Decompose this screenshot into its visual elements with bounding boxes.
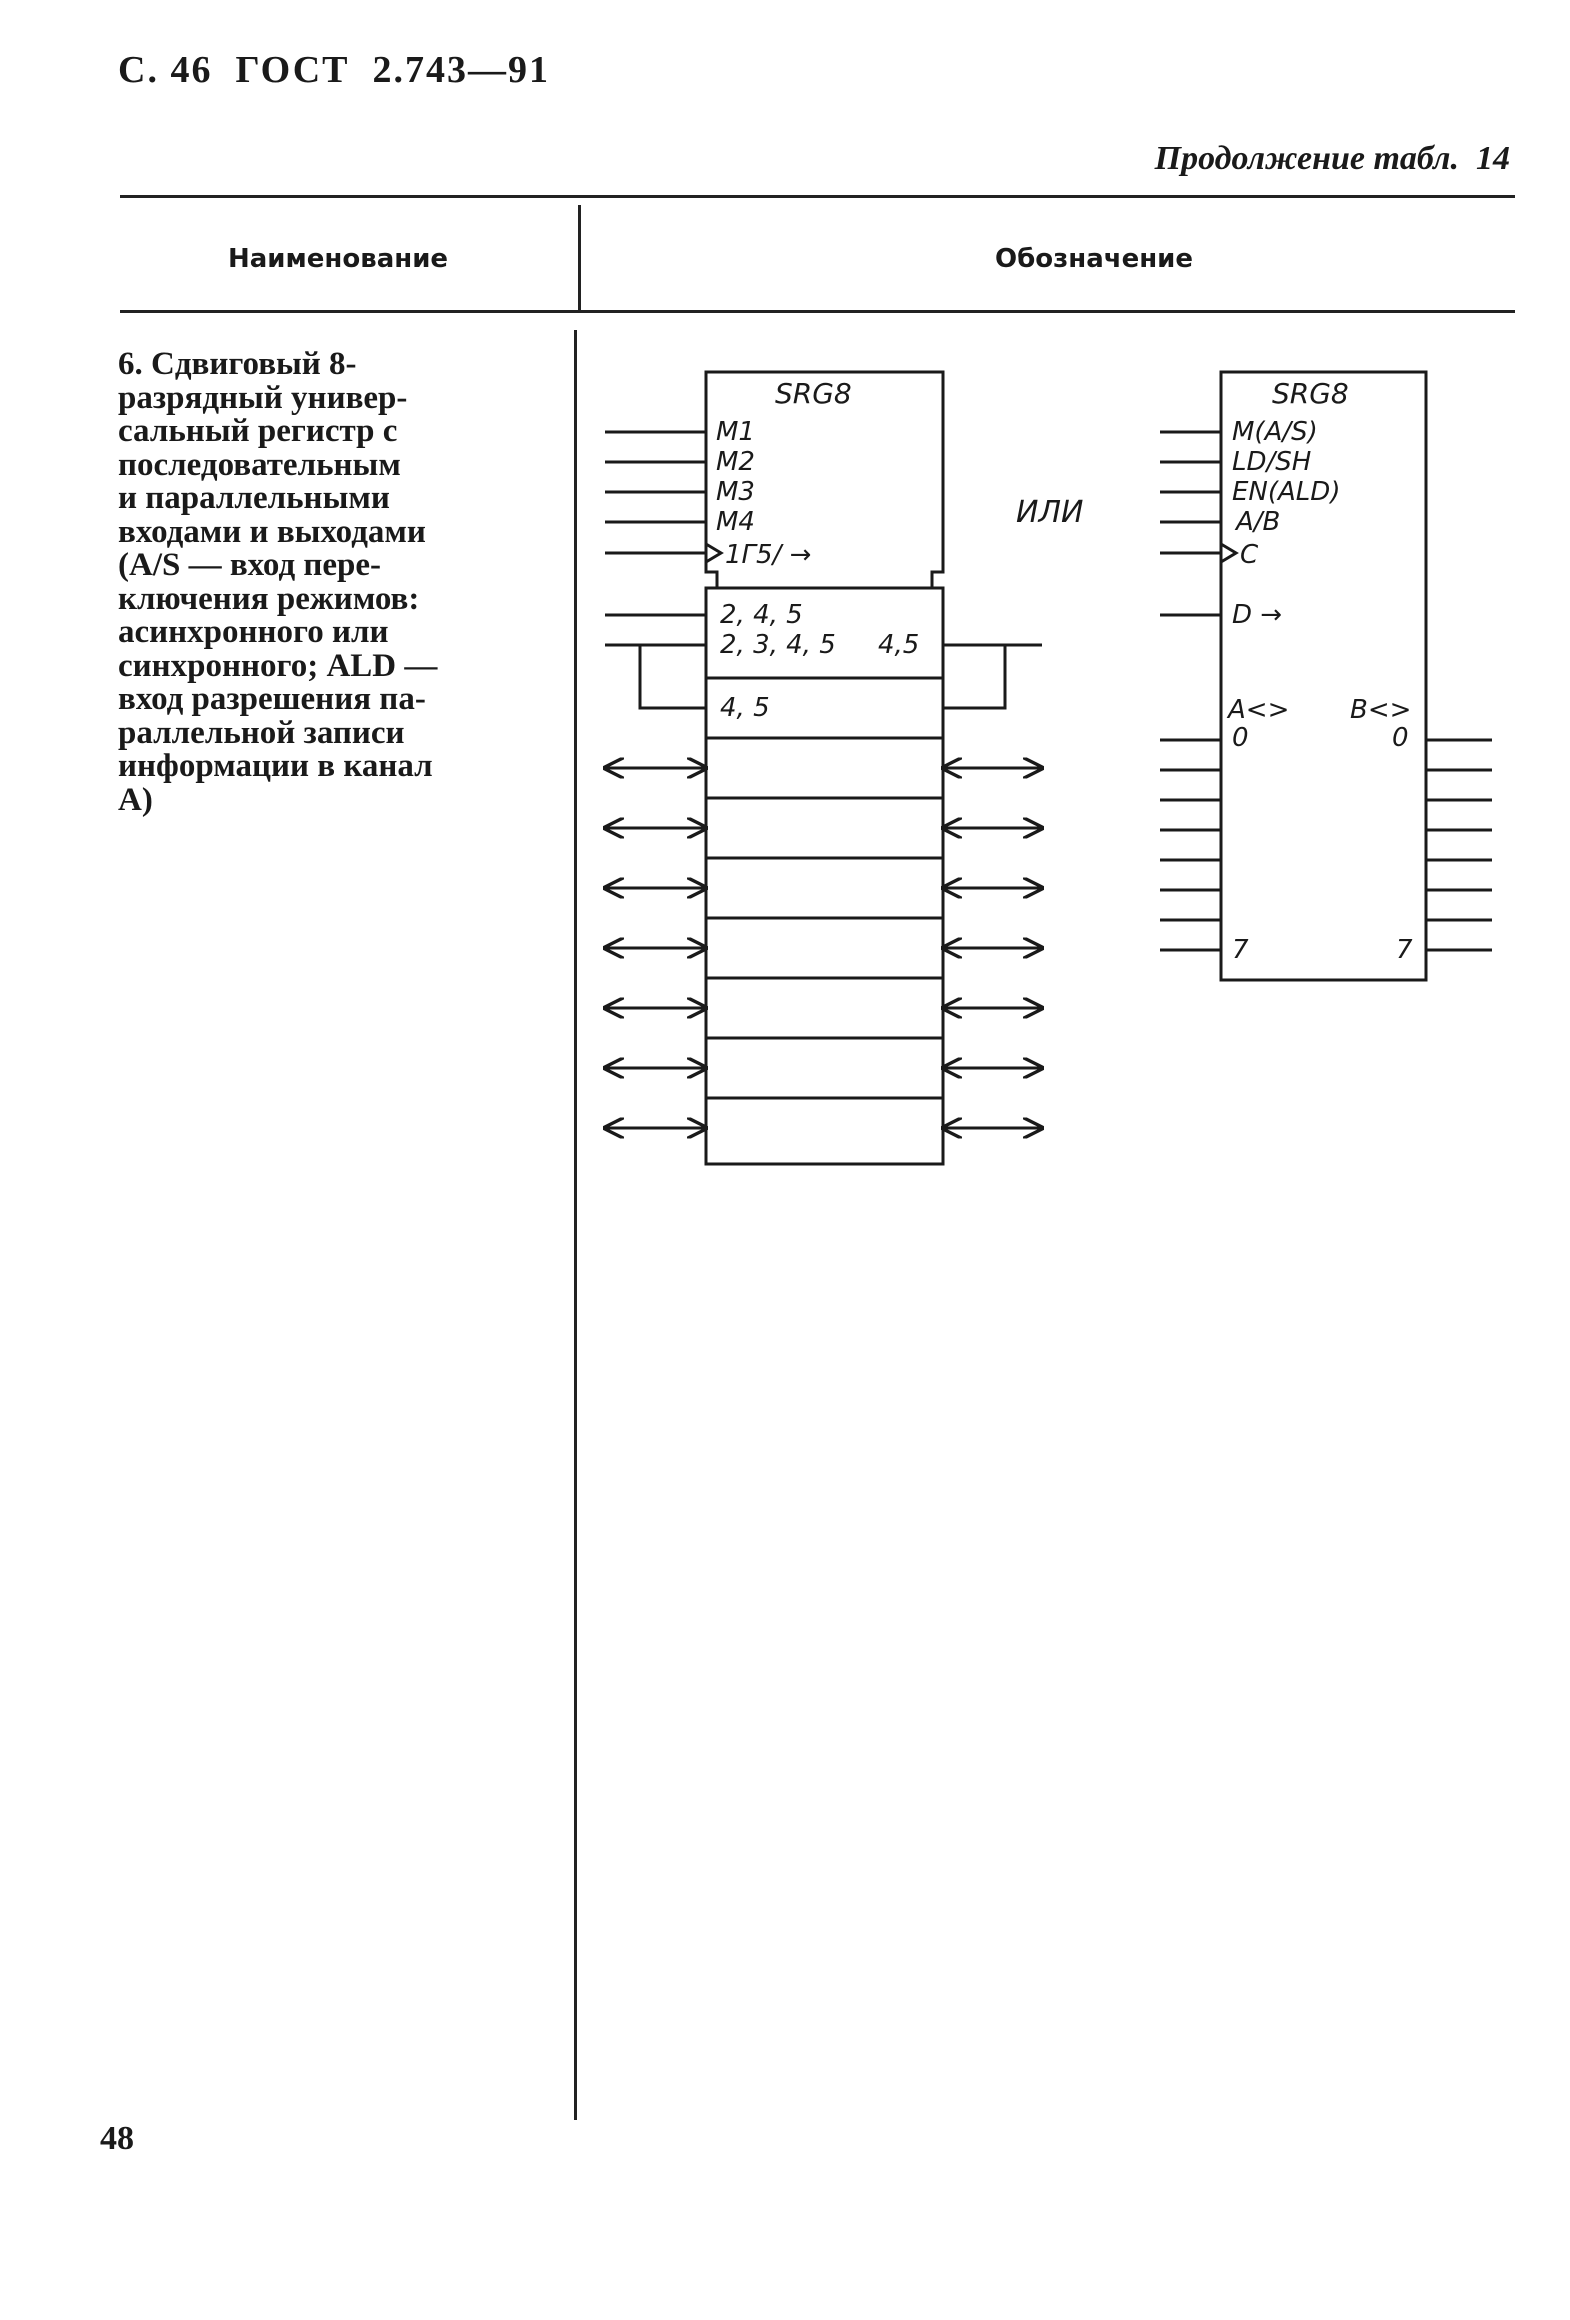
left-control-label: M4 — [716, 507, 755, 537]
row-description-line: и параллельными — [118, 480, 390, 516]
left-control-label: M2 — [716, 447, 755, 477]
right-control-label: C — [1240, 540, 1259, 570]
right-clock-indicator — [1221, 544, 1236, 562]
table-continuation-label: Продолжение табл. 14 — [1154, 140, 1510, 177]
left-data-block — [706, 588, 943, 1164]
column-header-name: Наименование — [228, 244, 449, 274]
page-header: С. 46 ГОСТ 2.743—91 — [118, 49, 550, 91]
left-section2-label: 4, 5 — [720, 693, 770, 723]
port-a-bit-last: 7 — [1232, 935, 1249, 965]
right-data-label: D → — [1232, 600, 1283, 630]
left-control-label: 1Г5/ → — [725, 540, 812, 570]
row-description-line: 6. Сдвиговый 8- — [118, 346, 357, 382]
row-description-line: синхронного; ALD — — [118, 647, 438, 684]
right-register-symbol — [1160, 372, 1492, 980]
left-clock-indicator — [706, 544, 721, 562]
row-description-line: A) — [118, 781, 153, 818]
row-description-line: последовательным — [118, 446, 401, 483]
row-description-line: (A/S — вход пере- — [118, 547, 382, 583]
port-b-label: B<> — [1350, 695, 1412, 725]
right-control-label: M(A/S) — [1232, 417, 1318, 447]
row-description-line: асинхронного или — [118, 614, 389, 650]
left-section2-right-label: 4,5 — [878, 630, 920, 660]
left-section2-label: 2, 3, 4, 5 — [720, 630, 836, 660]
right-serial-loop — [943, 645, 1005, 708]
right-control-label: LD/SH — [1232, 447, 1312, 477]
right-control-label: EN(ALD) — [1232, 477, 1341, 507]
page-number: 48 — [100, 2120, 134, 2157]
left-section2-label: 2, 4, 5 — [720, 600, 803, 630]
row-description-line: информации в канал — [118, 748, 433, 784]
port-b-bit-first: 0 — [1392, 723, 1409, 753]
row-description-line: входами и выходами — [118, 513, 426, 550]
port-b-bit-last: 7 — [1396, 935, 1413, 965]
port-a-bit-first: 0 — [1232, 723, 1249, 753]
row-description-line: разрядный универ- — [118, 379, 408, 416]
left-control-label: M1 — [716, 417, 755, 447]
row-description-line: сальный регистр с — [118, 413, 398, 449]
right-symbol-title: SRG8 — [1272, 377, 1349, 410]
row-description-line: ключения режимов: — [118, 580, 420, 617]
left-serial-loop — [640, 645, 706, 708]
or-label: ИЛИ — [1016, 495, 1084, 530]
right-control-label: A/B — [1236, 507, 1281, 537]
row-description-line: вход разрешения па- — [118, 681, 426, 717]
column-header-symbol: Обозначение — [995, 244, 1194, 274]
row-description-line: раллельной записи — [118, 714, 405, 751]
left-symbol-title: SRG8 — [775, 377, 852, 410]
left-register-symbol — [605, 372, 1042, 1164]
left-control-label: M3 — [716, 477, 755, 507]
port-a-label: A<> — [1228, 695, 1290, 725]
